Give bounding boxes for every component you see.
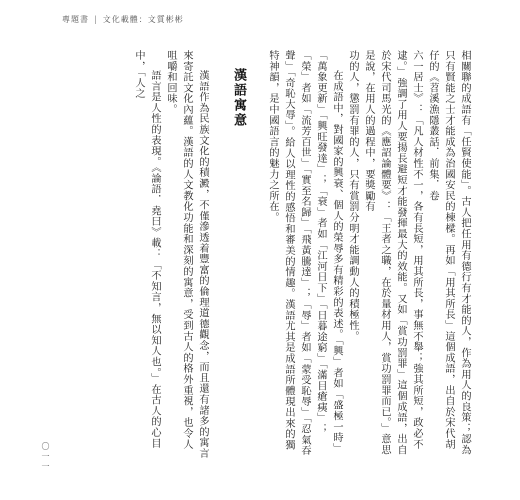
header-chapter: 專題書 <box>62 15 89 24</box>
paragraph-6: 語言是人性的表現。《論語．堯曰》載：「不知言，無以知人也。」在古人的心目中，「人之 <box>133 50 160 449</box>
header-separator: | <box>94 15 98 24</box>
paragraph-5: 漢語作為民族文化的積澱，不僅滲透着豐富的倫理道德觀念，而且還有諸多的寓言來寄託文化內蘊。漢語的人文教化功能和深刻的寓意，受到古人的格外重視，也令人咀嚼和回味。 <box>165 50 208 460</box>
header-title: 文化載體：文質彬彬 <box>102 15 184 24</box>
running-header <box>62 14 184 25</box>
page-number: 〇一一 <box>41 442 50 472</box>
section-heading: 漢語寓意 <box>231 68 246 128</box>
paragraph-3: 功的人，懲罰有罪的人，只有賞罰分明才能調動人的積極性。 <box>347 50 358 342</box>
paragraph-1: 相關聯的成語有「任賢使能」。古人把任用有德行有才能的人，作為用人的良策；認為只有賢能之士才能成為治國安民的棟樑。再如「用其所長」這個成語，出自於宋代胡仔的《苕溪漁隱叢話．前集．卷 <box>427 50 470 456</box>
paragraph-4: 在成語中，對國家的興衰、個人的榮辱多有精彩的表述。「興」者如「盛極一時」「萬象更新」「興旺發達」；「衰」者如「江河日下」「日暮途窮」「滿目瘡痍」；「榮」者如「流芳百世」「實至名歸」「飛黃騰達」；「辱」者如「蒙受恥辱」「忍氣吞聲」「奇恥大辱」。給人以理性的感悟和審美的情趣。漢語尤其是成語所體現出來的獨特神韻，是中國語言的魅力之所在。 <box>267 50 342 456</box>
paragraph-2: 六一居士》：「凡人材性不一，各有長短，用其所長，事無不舉；強其所短，政必不逮。」強調了用人要揚長避短才能發揮最大的效能。又如「賞功罰罪」這個成語，出自於宋代司馬光的《應詔論體要》：「王者之職，在於量材用人，賞功罰罪而已。」意思是說，在用人的過程中，要獎勵有 <box>363 50 422 456</box>
vertical-text-column <box>130 50 472 460</box>
